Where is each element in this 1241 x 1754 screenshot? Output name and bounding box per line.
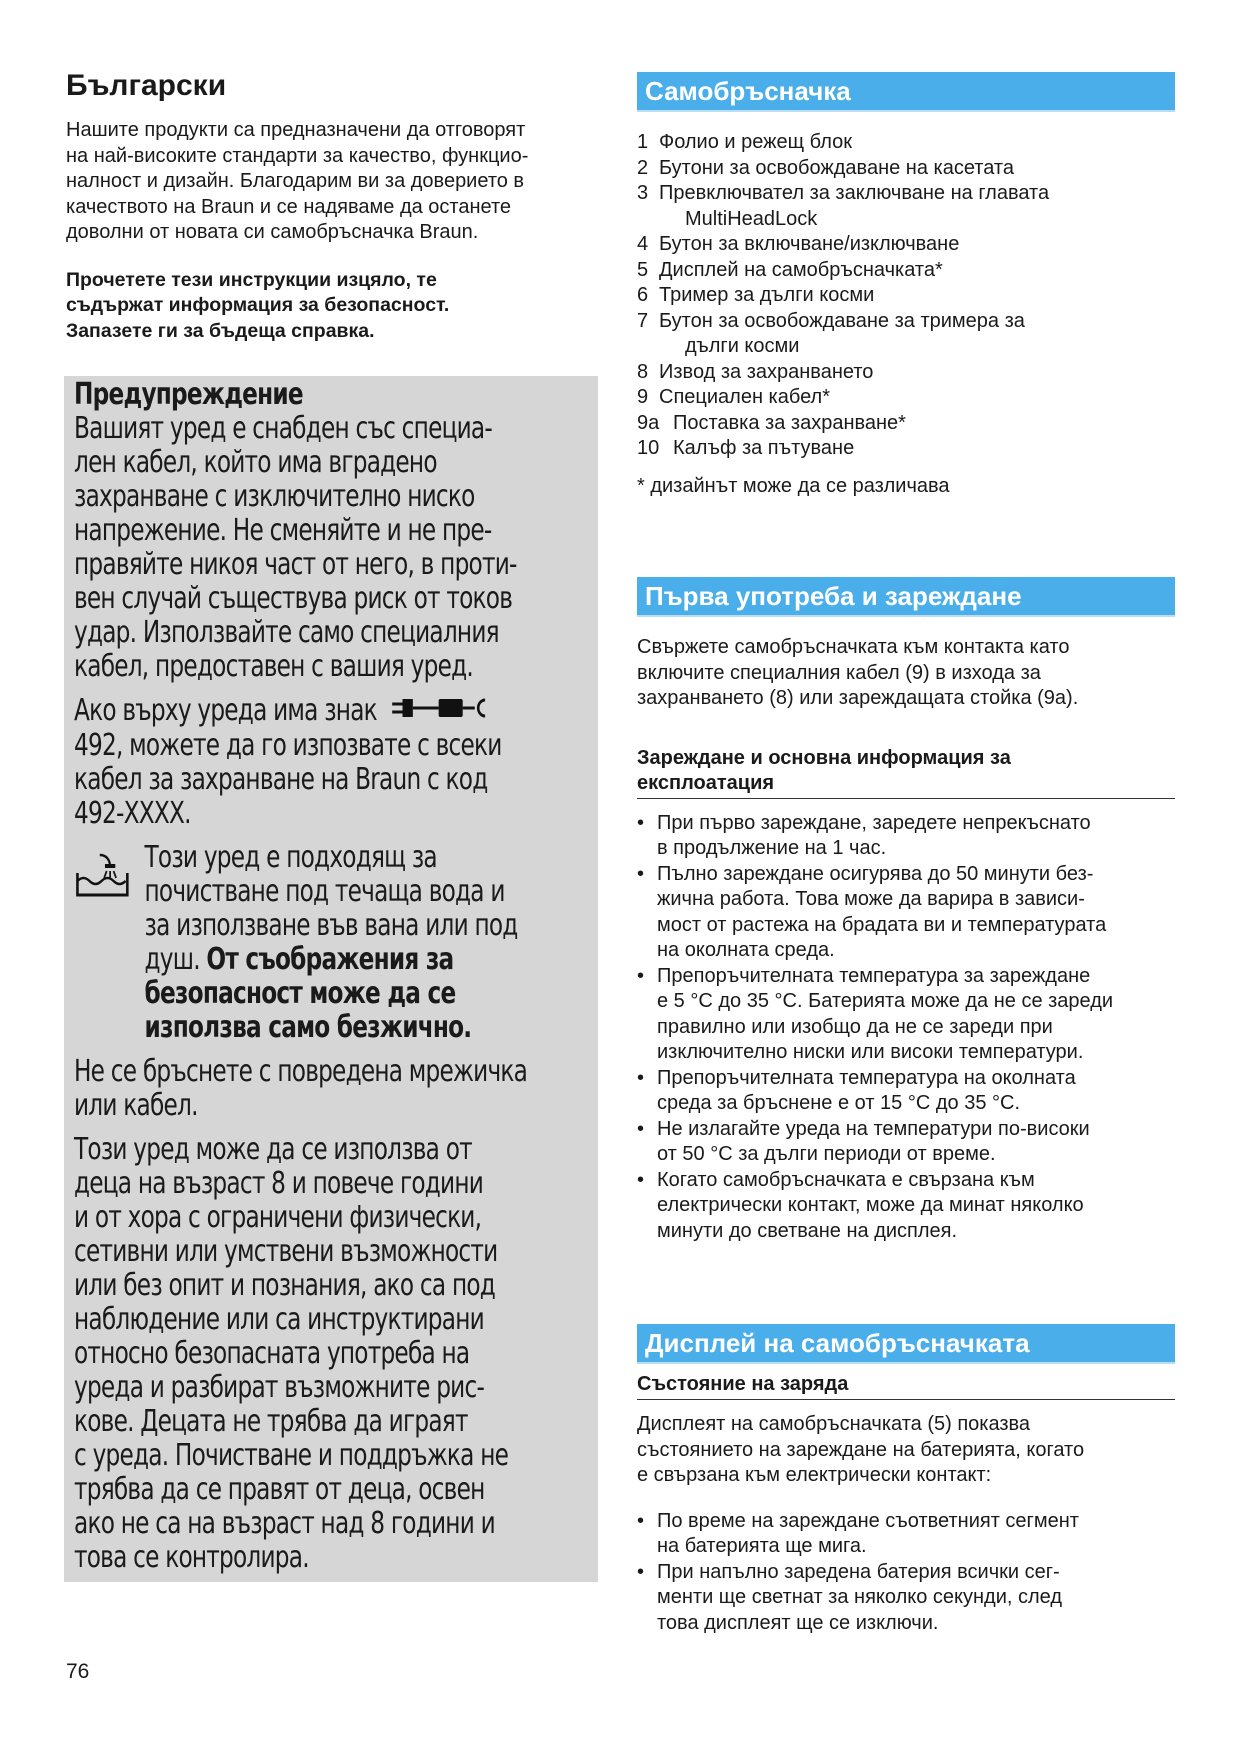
list-item: • Когато самобръсначката е свързана към електрически контакт, може да минат няколко минути до светване на дисплея. [637, 1168, 1084, 1242]
section-header-first-use: Първа употреба и зареждане [637, 577, 1175, 617]
list-item: 9 Специален кабел* [637, 386, 830, 408]
parts-list [637, 130, 1175, 462]
warning-492-paragraph: Ако върху уреда има знак 492, можете да го изпозвате с всеки кабел за захранване на Braun с код 492-XXXX. [74, 693, 502, 831]
display-bullets [637, 1509, 1175, 1637]
charge-status-subheading: Състояние на заряда [637, 1372, 1175, 1400]
intro-text: Нашите продукти са предназначени да отговорят на най-високите стандарти за качество, функцио- налност и дизайн. Благодарим ви за доверието в качеството на Braun и се надяваме да останете доволни от новата си самобръсначка Braun. [66, 119, 529, 243]
list-item: 7 Бутон за освобождаване за тримера за [637, 309, 1025, 332]
children-paragraph: Този уред може да се използва от деца на възраст 8 и повече години и от хора с ограничени физически, сетивни или умствени възможности или без опит и познания, ако са под наблюдение или са инструктирани относно безопасната употреба на уреда и разбират възможните рис- кове. Децата не трябва да играят с уреда. Почистване и поддръжка не трябва да се правят от деца, освен ако не са на възраст над 8 години и това се контролира. [74, 1131, 509, 1575]
list-item-continuation: дълги косми [685, 335, 800, 357]
language-title: Български [66, 69, 227, 102]
charging-subheading: Зареждане и основна информация за експлоатация [637, 746, 1175, 799]
display-paragraph: Дисплеят на самобръсначката (5) показва състоянието на зареждане на батерията, когато е свързана към електрически контакт: [637, 1413, 1085, 1486]
list-item: • По време на зареждане съответният сегмент на батерията ще мига. [637, 1509, 1079, 1557]
list-item: 6 Тример за дълги косми [637, 284, 875, 306]
design-footnote: * дизайнът може да се различава [637, 474, 950, 497]
section-header-shaver: Самобръсначка [637, 72, 1175, 112]
first-use-paragraph: Свържете самобръсначката към контакта като включите специалния кабел (9) в изхода за захранването (8) или зареждащата стойка (9а). [637, 636, 1079, 709]
list-item-continuation: MultiHeadLock [685, 207, 818, 230]
water-use-paragraph: Този уред е подходящ за почистване под течаща вода и за използване във вана или под душ. От съображения за безопасност може да се използва само безжично. [74, 841, 590, 1045]
list-item: • Пълно зареждане осигурява до 50 минути без- жична работа. Това може да варира в зависи- мост от растежа на брадата ви и температурата на околната среда. [637, 862, 1107, 961]
shower-bath-icon [74, 841, 145, 909]
list-item: 4 Бутон за включване/изключване [637, 233, 960, 255]
left-column [66, 68, 596, 344]
page-number: 76 [66, 1660, 90, 1683]
warning-box [64, 376, 598, 1582]
read-instructions-note: Прочетете тези инструкции изцяло, те съдържат информация за безопасност. Запазете ги за бъдеща справка. [66, 268, 450, 342]
warning-title: Предупреждение [74, 377, 303, 412]
list-item: 3 Превключвател за заключване на главата [637, 182, 1050, 204]
charging-bullets [637, 811, 1175, 1245]
list-item: 5 Дисплей на самобръсначката* [637, 258, 943, 281]
warning-cable-paragraph: Предупреждение Вашият уред е снабден със специа- лен кабел, който има вградено захранване с изключително ниско напрежение. Не сменяйте и не пре- правяйте никоя част от него, в проти- вен случай съществува риск от токов удар. Използвайте само специалния кабел, предоставен с вашия уред. [74, 378, 590, 684]
power-plug-icon [390, 695, 491, 729]
list-item: • При напълно заредена батерия всички сег- менти ще светнат за няколко секунди, след това дисплеят ще се изключи. [637, 1560, 1063, 1634]
list-item: 1 Фолио и режещ блок [637, 131, 852, 153]
list-item: • При първо зареждане, заредете непрекъснато в продължение на 1 час. [637, 811, 1091, 859]
list-item: 8 Извод за захранването [637, 360, 874, 383]
section-header-display: Дисплей на самобръсначката [637, 1324, 1175, 1364]
list-item: • Препоръчителната температура за зареждане е 5 °C до 35 °C. Батерията може да не се зареди правилно или изобщо да не се зареди при изключително ниски или високи температури. [637, 964, 1114, 1063]
list-item: • Не излагайте уреда на температури по-високи от 50 °C за дълги периоди от време. [637, 1117, 1090, 1165]
right-column [637, 72, 1175, 1636]
list-item: • Препоръчителната температура на околната среда за бръснене е от 15 °C до 35 °C. [637, 1066, 1076, 1114]
list-item: 2 Бутони за освобождаване на касетата [637, 156, 1014, 179]
list-item: 10 Калъф за пътуване [637, 437, 855, 459]
damaged-foil-paragraph: Не се бръснете с повредена мрежичка или кабел. [74, 1053, 528, 1123]
list-item: 9а Поставка за захранване* [637, 411, 906, 434]
